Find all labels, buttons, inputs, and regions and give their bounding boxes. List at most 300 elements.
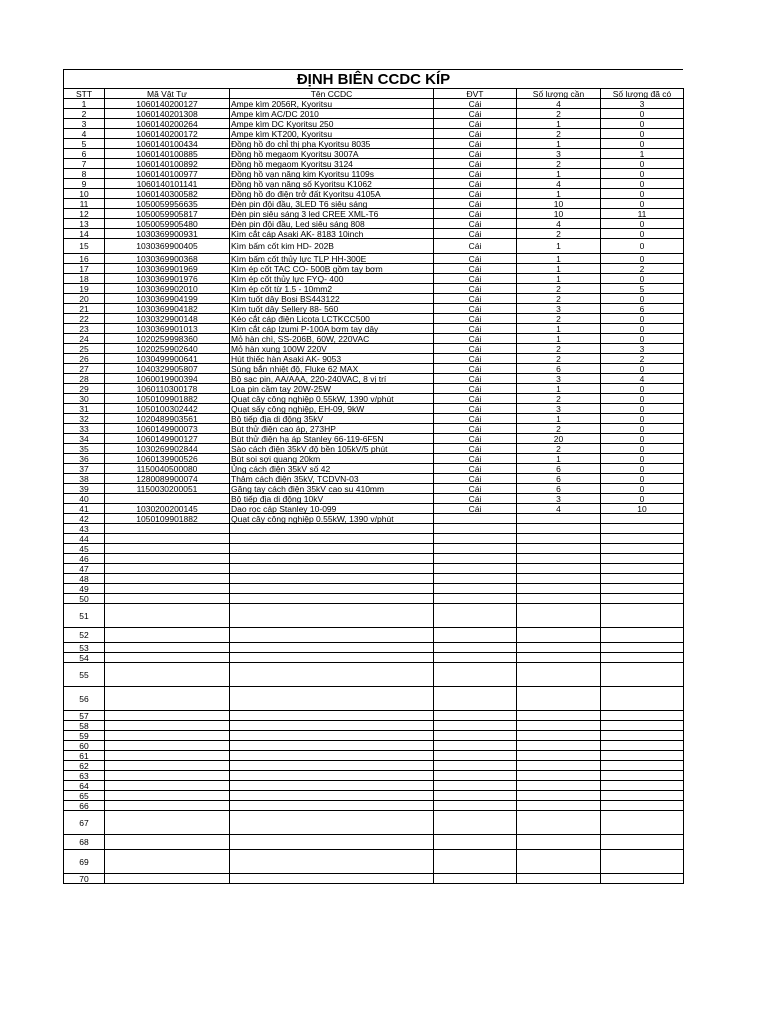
cell-existing: 0 (601, 464, 684, 474)
cell-required: 3 (517, 304, 601, 314)
cell-required: 10 (517, 209, 601, 219)
cell-name (230, 874, 434, 884)
cell-name (230, 663, 434, 687)
cell-required: 1 (517, 264, 601, 274)
cell-required: 2 (517, 229, 601, 239)
cell-code: 1150040500080 (105, 464, 230, 474)
table-row (64, 424, 684, 434)
cell-code: 1030369900368 (105, 254, 230, 264)
cell-stt: 29 (64, 384, 105, 394)
cell-name: Đồng hồ vạn năng kim Kyoritsu 1109s (230, 169, 434, 179)
cell-stt: 65 (64, 791, 105, 801)
cell-code: 1060149900073 (105, 424, 230, 434)
cell-name: Mỏ hàn chì, SS-206B, 60W, 220VAC (230, 334, 434, 344)
cell-required (517, 564, 601, 574)
cell-stt: 66 (64, 801, 105, 811)
table-row (64, 781, 684, 791)
cell-code: 1020489903561 (105, 414, 230, 424)
cell-required: 6 (517, 464, 601, 474)
cell-required (517, 514, 601, 524)
cell-required: 6 (517, 474, 601, 484)
cell-code (105, 584, 230, 594)
table-row (64, 149, 684, 159)
cell-stt: 57 (64, 711, 105, 721)
cell-existing (601, 721, 684, 731)
cell-required (517, 791, 601, 801)
cell-name (230, 791, 434, 801)
cell-stt: 27 (64, 364, 105, 374)
cell-existing (601, 628, 684, 643)
cell-name: Kìm cắt cáp Asaki AK- 8183 10inch (230, 229, 434, 239)
cell-stt: 59 (64, 731, 105, 741)
cell-name: Đồng hồ đo chỉ thị pha Kyoritsu 8035 (230, 139, 434, 149)
header-stt: STT (64, 89, 105, 99)
cell-stt: 44 (64, 534, 105, 544)
cell-existing: 0 (601, 294, 684, 304)
cell-existing: 0 (601, 314, 684, 324)
cell-stt: 28 (64, 374, 105, 384)
cell-existing: 0 (601, 484, 684, 494)
table-row (64, 294, 684, 304)
cell-code: 1060019900394 (105, 374, 230, 384)
cell-unit: Cái (434, 109, 517, 119)
cell-unit (434, 594, 517, 604)
cell-name: Hút thiếc hàn Asaki AK- 9053 (230, 354, 434, 364)
cell-existing (601, 791, 684, 801)
cell-required (517, 811, 601, 835)
cell-unit (434, 514, 517, 524)
cell-stt: 52 (64, 628, 105, 643)
cell-existing (601, 771, 684, 781)
cell-unit: Cái (434, 464, 517, 474)
cell-stt: 38 (64, 474, 105, 484)
cell-stt: 36 (64, 454, 105, 464)
cell-unit (434, 584, 517, 594)
cell-name (230, 835, 434, 850)
cell-name: Đèn pin siêu sáng 3 led CREE XML-T6 (230, 209, 434, 219)
cell-existing: 0 (601, 274, 684, 284)
cell-required: 1 (517, 139, 601, 149)
table-row (64, 835, 684, 850)
cell-required (517, 771, 601, 781)
table-row (64, 544, 684, 554)
cell-stt: 15 (64, 239, 105, 254)
cell-required: 3 (517, 149, 601, 159)
cell-code: 1050059905480 (105, 219, 230, 229)
cell-name (230, 604, 434, 628)
cell-code (105, 811, 230, 835)
cell-name: Kìm bấm cốt kim HD- 202B (230, 239, 434, 254)
cell-name (230, 653, 434, 663)
table-row (64, 189, 684, 199)
cell-required (517, 721, 601, 731)
cell-existing (601, 534, 684, 544)
cell-required: 2 (517, 294, 601, 304)
cell-stt: 43 (64, 524, 105, 534)
cell-name (230, 524, 434, 534)
cell-required: 10 (517, 199, 601, 209)
cell-existing (601, 687, 684, 711)
table-row (64, 791, 684, 801)
cell-stt: 1 (64, 99, 105, 109)
cell-stt: 30 (64, 394, 105, 404)
cell-unit: Cái (434, 484, 517, 494)
cell-code: 1030269902844 (105, 444, 230, 454)
cell-required (517, 594, 601, 604)
table-row (64, 374, 684, 384)
table-row (64, 711, 684, 721)
cell-stt: 53 (64, 643, 105, 653)
cell-unit: Cái (434, 374, 517, 384)
header-required: Số lượng cần (517, 89, 601, 99)
cell-unit: Cái (434, 474, 517, 484)
cell-unit: Cái (434, 119, 517, 129)
cell-required: 2 (517, 159, 601, 169)
cell-code: 1060140100892 (105, 159, 230, 169)
cell-name (230, 850, 434, 874)
cell-existing: 1 (601, 149, 684, 159)
cell-unit: Cái (434, 199, 517, 209)
table-row (64, 394, 684, 404)
table-row (64, 464, 684, 474)
cell-unit (434, 604, 517, 628)
cell-required (517, 554, 601, 564)
cell-existing: 2 (601, 264, 684, 274)
cell-existing: 0 (601, 404, 684, 414)
cell-required (517, 653, 601, 663)
cell-name: Đồng hồ vạn năng số Kyoritsu K1062 (230, 179, 434, 189)
cell-existing: 0 (601, 364, 684, 374)
table-row (64, 264, 684, 274)
table-row (64, 454, 684, 464)
cell-required (517, 628, 601, 643)
cell-code: 1060139900526 (105, 454, 230, 464)
cell-existing: 0 (601, 384, 684, 394)
table-row (64, 209, 684, 219)
table-row (64, 434, 684, 444)
cell-code (105, 801, 230, 811)
cell-unit: Cái (434, 334, 517, 344)
cell-existing: 3 (601, 344, 684, 354)
cell-unit: Cái (434, 414, 517, 424)
cell-required (517, 534, 601, 544)
cell-code: 1280089900074 (105, 474, 230, 484)
cell-code (105, 771, 230, 781)
cell-existing (601, 524, 684, 534)
cell-required: 4 (517, 99, 601, 109)
cell-code (105, 653, 230, 663)
cell-code: 1050059905817 (105, 209, 230, 219)
cell-name: Ampe kìm 2056R, Kyoritsu (230, 99, 434, 109)
cell-existing: 0 (601, 424, 684, 434)
cell-code (105, 524, 230, 534)
cell-name (230, 584, 434, 594)
cell-code: 1030369901013 (105, 324, 230, 334)
cell-existing: 0 (601, 159, 684, 169)
table-row (64, 179, 684, 189)
cell-required (517, 850, 601, 874)
table-row (64, 284, 684, 294)
table-header-row (64, 89, 684, 99)
cell-required: 1 (517, 239, 601, 254)
cell-name: Mỏ hàn xung 100W 220V (230, 344, 434, 354)
cell-existing (601, 751, 684, 761)
cell-code: 1050100302442 (105, 404, 230, 414)
cell-existing: 0 (601, 494, 684, 504)
cell-existing (601, 584, 684, 594)
cell-code: 1060140100434 (105, 139, 230, 149)
table-row (64, 414, 684, 424)
cell-name: Kìm bấm cốt thủy lực TLP HH-300E (230, 254, 434, 264)
cell-name (230, 751, 434, 761)
table-row (64, 534, 684, 544)
cell-code (105, 574, 230, 584)
cell-name: Thảm cách điện 35kV, TCDVN-03 (230, 474, 434, 484)
cell-name: Đèn pin đội đầu, 3LED T6 siêu sáng (230, 199, 434, 209)
cell-code: 1040329905807 (105, 364, 230, 374)
cell-code (105, 721, 230, 731)
cell-required: 1 (517, 119, 601, 129)
cell-existing: 0 (601, 129, 684, 139)
cell-unit (434, 741, 517, 751)
cell-existing: 0 (601, 169, 684, 179)
cell-code: 1020259902640 (105, 344, 230, 354)
cell-stt: 3 (64, 119, 105, 129)
cell-unit: Cái (434, 99, 517, 109)
cell-required: 1 (517, 324, 601, 334)
cell-unit: Cái (434, 284, 517, 294)
cell-stt: 19 (64, 284, 105, 294)
cell-name: Ampe kìm DC Kyoritsu 250 (230, 119, 434, 129)
cell-stt: 61 (64, 751, 105, 761)
cell-required: 1 (517, 384, 601, 394)
table-row (64, 643, 684, 653)
cell-unit: Cái (434, 274, 517, 284)
cell-existing (601, 850, 684, 874)
header-unit: ĐVT (434, 89, 517, 99)
cell-code: 1050109901882 (105, 514, 230, 524)
cell-unit: Cái (434, 294, 517, 304)
cell-required: 2 (517, 354, 601, 364)
cell-stt: 6 (64, 149, 105, 159)
table-row (64, 304, 684, 314)
cell-required: 2 (517, 344, 601, 354)
cell-code: 1030369901976 (105, 274, 230, 284)
table-body (64, 99, 684, 884)
table-row (64, 344, 684, 354)
cell-stt: 54 (64, 653, 105, 663)
header-existing: Số lượng đã có (601, 89, 684, 99)
cell-unit (434, 628, 517, 643)
cell-required (517, 687, 601, 711)
cell-required: 1 (517, 254, 601, 264)
table-row (64, 334, 684, 344)
cell-name: Đèn pin đội đầu, Led siêu sáng 808 (230, 219, 434, 229)
cell-stt: 40 (64, 494, 105, 504)
cell-existing: 0 (601, 199, 684, 209)
cell-existing: 0 (601, 239, 684, 254)
cell-unit: Cái (434, 394, 517, 404)
cell-required (517, 524, 601, 534)
cell-stt: 5 (64, 139, 105, 149)
cell-unit (434, 534, 517, 544)
table-row (64, 274, 684, 284)
cell-stt: 58 (64, 721, 105, 731)
cell-name (230, 721, 434, 731)
cell-name: Sào cách điện 35kV độ bền 105kV/5 phút (230, 444, 434, 454)
table-row (64, 653, 684, 663)
cell-unit (434, 761, 517, 771)
cell-code: 1030369902010 (105, 284, 230, 294)
cell-stt: 70 (64, 874, 105, 884)
table-row (64, 404, 684, 414)
cell-unit: Cái (434, 129, 517, 139)
cell-code: 1030499900641 (105, 354, 230, 364)
cell-unit: Cái (434, 384, 517, 394)
cell-stt: 69 (64, 850, 105, 874)
cell-unit (434, 731, 517, 741)
cell-code (105, 741, 230, 751)
cell-stt: 16 (64, 254, 105, 264)
table-row (64, 139, 684, 149)
cell-name (230, 534, 434, 544)
table-row (64, 514, 684, 524)
cell-stt: 12 (64, 209, 105, 219)
cell-required: 6 (517, 484, 601, 494)
cell-stt: 22 (64, 314, 105, 324)
cell-required: 1 (517, 414, 601, 424)
cell-name (230, 554, 434, 564)
cell-name: Đồng hồ megaom Kyoritsu 3007A (230, 149, 434, 159)
table-row (64, 811, 684, 835)
cell-required (517, 663, 601, 687)
cell-stt: 62 (64, 761, 105, 771)
cell-unit (434, 781, 517, 791)
ccdc-sheet (63, 69, 683, 884)
cell-name: Bộ tiếp địa di động 35kV (230, 414, 434, 424)
cell-stt: 10 (64, 189, 105, 199)
cell-name: Loa pin cầm tay 20W-25W (230, 384, 434, 394)
cell-name: Bút soi sợi quang 20km (230, 454, 434, 464)
table-row (64, 663, 684, 687)
cell-existing: 3 (601, 99, 684, 109)
cell-code: 1060140200264 (105, 119, 230, 129)
cell-existing (601, 663, 684, 687)
cell-name: Súng bắn nhiệt độ, Fluke 62 MAX (230, 364, 434, 374)
cell-code (105, 594, 230, 604)
cell-required: 6 (517, 364, 601, 374)
cell-stt: 24 (64, 334, 105, 344)
table-row (64, 850, 684, 874)
cell-name (230, 741, 434, 751)
cell-existing: 0 (601, 324, 684, 334)
cell-required: 20 (517, 434, 601, 444)
cell-required: 1 (517, 274, 601, 284)
table-row (64, 564, 684, 574)
cell-unit: Cái (434, 354, 517, 364)
cell-existing: 0 (601, 454, 684, 464)
cell-unit: Cái (434, 254, 517, 264)
cell-unit (434, 524, 517, 534)
cell-name (230, 544, 434, 554)
cell-existing: 0 (601, 139, 684, 149)
cell-unit: Cái (434, 219, 517, 229)
table-row (64, 199, 684, 209)
table-row (64, 324, 684, 334)
cell-existing: 0 (601, 414, 684, 424)
cell-unit (434, 554, 517, 564)
table-row (64, 229, 684, 239)
cell-stt: 48 (64, 574, 105, 584)
cell-stt: 4 (64, 129, 105, 139)
cell-name: Đồng hồ megaom Kyoritsu 3124 (230, 159, 434, 169)
table-row (64, 484, 684, 494)
cell-existing: 5 (601, 284, 684, 294)
cell-existing: 0 (601, 109, 684, 119)
cell-code: 1030369900405 (105, 239, 230, 254)
table-row (64, 594, 684, 604)
cell-existing: 0 (601, 219, 684, 229)
cell-stt: 55 (64, 663, 105, 687)
table-row (64, 239, 684, 254)
cell-code: 1060110300178 (105, 384, 230, 394)
cell-unit (434, 564, 517, 574)
cell-existing: 0 (601, 189, 684, 199)
table-row (64, 99, 684, 109)
cell-required (517, 801, 601, 811)
cell-name (230, 564, 434, 574)
header-name: Tên CCDC (230, 89, 434, 99)
cell-code: 1060140100977 (105, 169, 230, 179)
cell-existing: 0 (601, 119, 684, 129)
cell-code: 1060140200127 (105, 99, 230, 109)
table-row (64, 801, 684, 811)
cell-required (517, 761, 601, 771)
cell-stt: 14 (64, 229, 105, 239)
cell-code: 1060149900127 (105, 434, 230, 444)
cell-unit: Cái (434, 344, 517, 354)
cell-unit: Cái (434, 424, 517, 434)
cell-existing (601, 711, 684, 721)
cell-unit: Cái (434, 364, 517, 374)
cell-existing (601, 514, 684, 524)
cell-unit (434, 874, 517, 884)
cell-existing (601, 801, 684, 811)
cell-name (230, 574, 434, 584)
cell-required (517, 643, 601, 653)
cell-unit (434, 801, 517, 811)
cell-code (105, 711, 230, 721)
cell-existing (601, 874, 684, 884)
cell-unit (434, 663, 517, 687)
cell-existing: 0 (601, 229, 684, 239)
cell-unit: Cái (434, 169, 517, 179)
cell-stt: 17 (64, 264, 105, 274)
cell-unit: Cái (434, 189, 517, 199)
cell-code: 1030369901969 (105, 264, 230, 274)
table-row (64, 751, 684, 761)
cell-required (517, 711, 601, 721)
cell-required: 1 (517, 169, 601, 179)
cell-stt: 64 (64, 781, 105, 791)
table-row (64, 314, 684, 324)
cell-stt: 20 (64, 294, 105, 304)
cell-existing (601, 604, 684, 628)
cell-unit: Cái (434, 264, 517, 274)
cell-code (105, 494, 230, 504)
cell-name (230, 781, 434, 791)
table-row (64, 628, 684, 643)
